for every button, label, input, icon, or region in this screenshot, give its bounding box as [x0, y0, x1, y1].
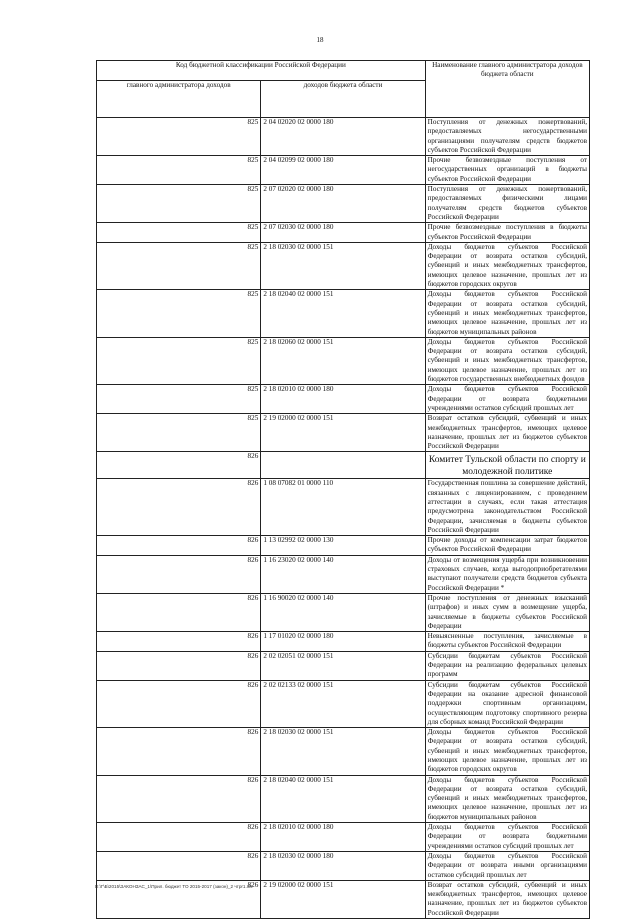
income-name-cell: Доходы бюджетов субъектов Российской Федерации от возврата остатков субсидий, субвенций и иных межбюджетных трансфертов, имеющих целевое назначение, прошлых лет из бюджетов муниципальных районов: [425, 290, 589, 337]
income-code-cell: 2 19 02000 02 0000 151: [261, 414, 425, 452]
file-path-footer: D:\Г\Б\2015\ЗАКОНЗАС_1\Прил. бюджет ТО 2015-2017 (закон)_2 чтpr1.xls: [95, 884, 253, 889]
admin-code-cell: 826: [97, 851, 261, 880]
admin-code-cell: 826: [97, 593, 261, 631]
income-name-cell: Поступления от денежных пожертвований, предоставляемых негосударственными организациями получателям средств бюджетов субъектов Российской Федерации: [425, 118, 589, 156]
income-name-cell: Государственная пошлина за совершение действий, связанных с лицензированием, с проведением аттестации в случаях, если такая аттестация предусмотрена законодательством Российской Федерации, зачисляемая в бюджеты субъектов Российской Федерации: [425, 479, 589, 536]
admin-code-cell: 826: [97, 680, 261, 727]
income-code-cell: 2 18 02040 02 0000 151: [261, 775, 425, 822]
table-row: [97, 156, 590, 185]
income-code-cell: 2 18 02030 02 0000 151: [261, 242, 425, 289]
income-code-cell: 2 18 02030 02 0000 151: [261, 728, 425, 775]
table-row: [97, 118, 590, 156]
income-code-cell: 2 04 02099 02 0000 180: [261, 156, 425, 185]
income-code-cell: 2 19 02000 02 0000 151: [261, 880, 425, 918]
admin-code-cell: 826: [97, 775, 261, 822]
admin-code-cell: 825: [97, 118, 261, 156]
admin-code-cell: 825: [97, 385, 261, 414]
income-code-cell: 2 02 02133 02 0000 151: [261, 680, 425, 727]
income-code-cell: 2 07 02030 02 0000 180: [261, 223, 425, 243]
admin-code-cell: 825: [97, 242, 261, 289]
income-code-cell: 2 07 02020 02 0000 180: [261, 185, 425, 223]
income-name-cell: Доходы бюджетов субъектов Российской Федерации от возврата иными организациями остатков субсидий прошлых лет: [425, 851, 589, 880]
income-name-cell: Доходы бюджетов субъектов Российской Федерации от возврата бюджетными учреждениями остатков субсидий прошлых лет: [425, 385, 589, 414]
admin-code-cell: 825: [97, 156, 261, 185]
income-admin-table: [96, 60, 590, 919]
table-row: [97, 851, 590, 880]
table-row: [97, 555, 590, 593]
header-budget-classification: Код бюджетной классификации Российской Федерации: [97, 61, 426, 81]
table-row: [97, 728, 590, 775]
admin-code-cell: 826: [97, 880, 261, 918]
income-name-cell: Доходы бюджетов субъектов Российской Федерации от возврата бюджетными учреждениями остатков субсидий прошлых лет: [425, 823, 589, 852]
income-code-cell: 2 18 02030 02 0000 180: [261, 851, 425, 880]
admin-code-cell: 825: [97, 290, 261, 337]
admin-code-cell: 825: [97, 223, 261, 243]
income-name-cell: Доходы бюджетов субъектов Российской Федерации от возврата остатков субсидий, субвенций и иных межбюджетных трансфертов, имеющих целевое назначение, прошлых лет из бюджетов муниципальных районов: [425, 775, 589, 822]
income-name-cell: Невыясненные поступления, зачисляемые в бюджеты субъектов Российской Федерации: [425, 632, 589, 652]
table-row: [97, 223, 590, 243]
income-code-cell: 2 04 02020 02 0000 180: [261, 118, 425, 156]
income-name-cell: Прочие доходы от компенсации затрат бюджетов субъектов Российской Федерации: [425, 536, 589, 556]
header-main-administrator: главного администратора доходов: [97, 81, 261, 118]
table-row: [97, 385, 590, 414]
income-code-cell: 1 08 07082 01 0000 110: [261, 479, 425, 536]
income-name-cell: Прочие безвозмездные поступления в бюджеты субъектов Российской Федерации: [425, 223, 589, 243]
page-number: 18: [316, 36, 324, 44]
income-code-cell: [261, 452, 425, 479]
admin-code-cell: 825: [97, 337, 261, 384]
table-row: [97, 823, 590, 852]
income-name-cell: Доходы от возмещения ущерба при возникновении страховых случаев, когда выгодоприобретателями выступают получатели средств бюджетов субъекта Российской Федерации *: [425, 555, 589, 593]
income-name-cell: Прочие поступления от денежных взысканий (штрафов) и иных сумм в возмещение ущерба, зачисляемые в бюджеты субъектов Российской Федерации: [425, 593, 589, 631]
header-budget-income: доходов бюджета области: [261, 81, 425, 118]
table-row: [97, 593, 590, 631]
income-code-cell: 2 18 02060 02 0000 151: [261, 337, 425, 384]
table-row: [97, 452, 590, 479]
income-code-cell: 2 18 02010 02 0000 180: [261, 385, 425, 414]
table-row: [97, 337, 590, 384]
income-code-cell: 1 17 01020 02 0000 180: [261, 632, 425, 652]
admin-code-cell: 825: [97, 185, 261, 223]
table-row: [97, 775, 590, 822]
table-row: [97, 632, 590, 652]
table-row: [97, 536, 590, 556]
income-code-cell: 1 16 90020 02 0000 140: [261, 593, 425, 631]
admin-code-cell: 826: [97, 452, 261, 479]
table-row: [97, 651, 590, 680]
table-row: [97, 414, 590, 452]
income-name-cell: Прочие безвозмездные поступления от негосударственных организаций в бюджеты субъектов Российской Федерации: [425, 156, 589, 185]
income-code-cell: 2 18 02040 02 0000 151: [261, 290, 425, 337]
table-row: [97, 242, 590, 289]
table-row: [97, 185, 590, 223]
income-name-cell: Субсидии бюджетам субъектов Российской Федерации на реализацию федеральных целевых программ: [425, 651, 589, 680]
income-name-cell: Поступления от денежных пожертвований, предоставляемых физическими лицами получателям средств бюджетов субъектов Российской Федерации: [425, 185, 589, 223]
admin-code-cell: 826: [97, 536, 261, 556]
income-name-cell: Доходы бюджетов субъектов Российской Федерации от возврата остатков субсидий, субвенций и иных межбюджетных трансфертов, имеющих целевое назначение, прошлых лет из бюджетов городских округов: [425, 728, 589, 775]
admin-code-cell: 826: [97, 651, 261, 680]
table-row: [97, 680, 590, 727]
income-name-cell: Субсидии бюджетам субъектов Российской Федерации на оказание адресной финансовой поддержки спортивным организациям, осуществляющим подготовку спортивного резерва для сборных команд Российской Федерации: [425, 680, 589, 727]
admin-code-cell: 826: [97, 632, 261, 652]
income-name-cell: Возврат остатков субсидий, субвенций и иных межбюджетных трансфертов, имеющих целевое назначение, прошлых лет из бюджетов субъектов Российской Федерации: [425, 414, 589, 452]
admin-code-cell: 826: [97, 555, 261, 593]
admin-code-cell: 825: [97, 414, 261, 452]
admin-code-cell: 826: [97, 728, 261, 775]
income-name-cell: Возврат остатков субсидий, субвенций и иных межбюджетных трансфертов, имеющих целевое назначение, прошлых лет из бюджетов субъектов Российской Федерации: [425, 880, 589, 918]
admin-code-cell: 826: [97, 479, 261, 536]
table-row: [97, 479, 590, 536]
income-name-cell: Доходы бюджетов субъектов Российской Федерации от возврата остатков субсидий, субвенций и иных межбюджетных трансфертов, имеющих целевое назначение, прошлых лет из бюджетов городских округов: [425, 242, 589, 289]
income-code-cell: 1 13 02992 02 0000 130: [261, 536, 425, 556]
income-code-cell: 2 02 02051 02 0000 151: [261, 651, 425, 680]
income-code-cell: 2 18 02010 02 0000 180: [261, 823, 425, 852]
admin-code-cell: 826: [97, 823, 261, 852]
table-row: [97, 290, 590, 337]
table-body: [97, 118, 590, 919]
header-administrator-name: Наименование главного администратора доходов бюджета области: [425, 61, 589, 118]
committee-name-cell: Комитет Тульской области по спорту и молодежной политике: [425, 452, 589, 479]
income-name-cell: Доходы бюджетов субъектов Российской Федерации от возврата остатков субсидий, субвенций и иных межбюджетных трансфертов, имеющих целевое назначение, прошлых лет из бюджетов государственных внебюджетных фондов: [425, 337, 589, 384]
income-code-cell: 1 16 23020 02 0000 140: [261, 555, 425, 593]
